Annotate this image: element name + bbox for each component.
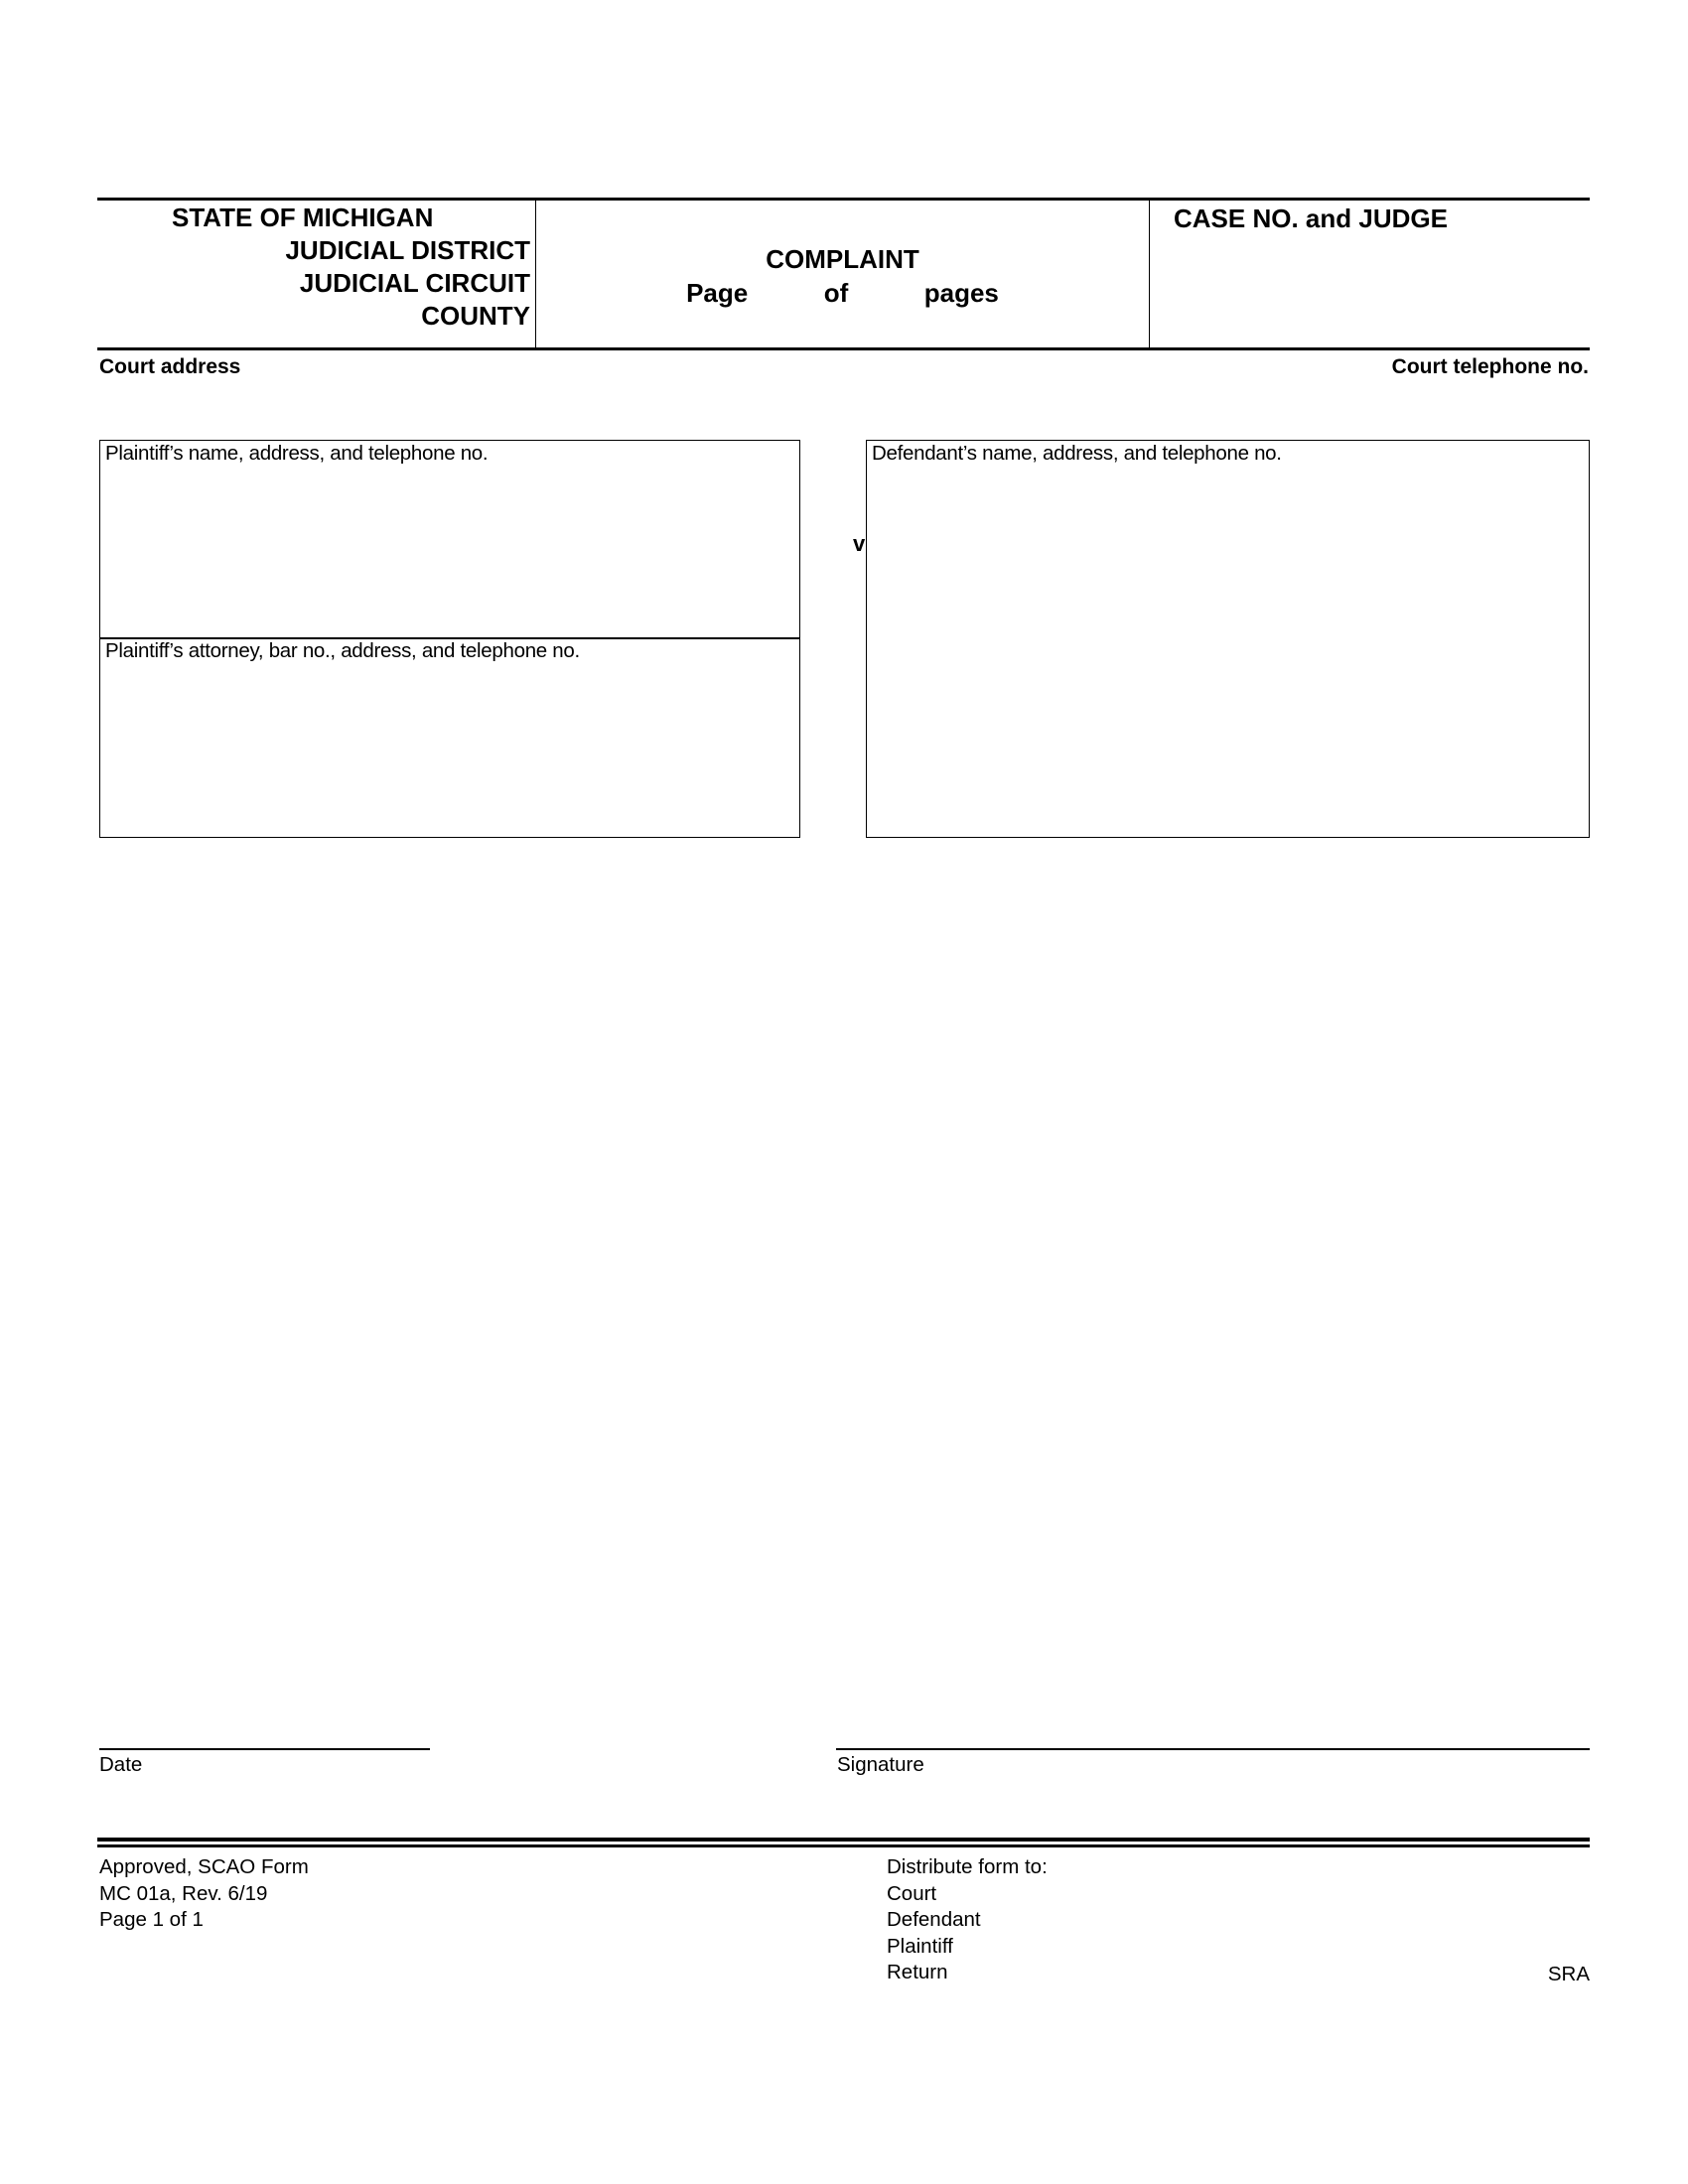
date-label: Date	[99, 1753, 143, 1776]
pages-word: pages	[923, 278, 999, 308]
county-field[interactable]: COUNTY	[421, 301, 530, 331]
form-revision: MC 01a, Rev. 6/19	[99, 1881, 268, 1905]
plaintiff-attorney-label: Plaintiff’s attorney, bar no., address, and telephone no.	[105, 639, 580, 662]
of-word: of	[823, 278, 849, 308]
versus-label: v	[853, 531, 866, 556]
page-count-row	[536, 276, 1149, 310]
signature-line[interactable]	[836, 1748, 1590, 1750]
defendant-box[interactable]	[866, 440, 1590, 838]
judicial-district-field[interactable]: JUDICIAL DISTRICT	[285, 235, 530, 265]
page-word: Page	[686, 278, 749, 308]
distribute-court: Court	[887, 1881, 937, 1905]
plaintiff-attorney-box[interactable]	[99, 637, 800, 838]
form-title: COMPLAINT	[766, 244, 919, 274]
footer-rule-thick	[97, 1838, 1590, 1842]
footer-rule-thin	[97, 1844, 1590, 1847]
judicial-circuit-field[interactable]: JUDICIAL CIRCUIT	[299, 268, 530, 298]
court-identification	[97, 202, 530, 333]
distribute-defendant: Defendant	[887, 1908, 981, 1931]
page-info: Page 1 of 1	[99, 1908, 204, 1931]
header-divider-right	[1149, 200, 1150, 348]
form-code: SRA	[1547, 1963, 1590, 1985]
header-bottom-rule	[97, 347, 1590, 350]
court-address-label: Court address	[99, 355, 241, 378]
date-line[interactable]	[99, 1748, 430, 1750]
approval-text: Approved, SCAO Form	[99, 1855, 309, 1878]
court-telephone-label: Court telephone no.	[1391, 355, 1589, 378]
header-top-rule	[97, 198, 1590, 201]
complaint-body-area[interactable]	[99, 864, 1589, 1717]
distribute-title: Distribute form to:	[887, 1855, 1048, 1878]
distribute-plaintiff: Plaintiff	[887, 1934, 953, 1958]
form-title-block	[536, 242, 1149, 310]
state-label: STATE OF MICHIGAN	[172, 203, 434, 232]
distribute-return: Return	[887, 1961, 948, 1983]
case-number-judge-label: CASE NO. and JUDGE	[1174, 204, 1448, 233]
distribution-list	[887, 1854, 1048, 1986]
form-info	[99, 1854, 309, 1934]
plaintiff-label: Plaintiff’s name, address, and telephone no.	[105, 442, 489, 465]
signature-label: Signature	[837, 1753, 924, 1776]
plaintiff-box[interactable]	[99, 440, 800, 639]
defendant-label: Defendant’s name, address, and telephone no.	[872, 442, 1282, 465]
case-number-judge-field[interactable]	[1154, 238, 1587, 343]
